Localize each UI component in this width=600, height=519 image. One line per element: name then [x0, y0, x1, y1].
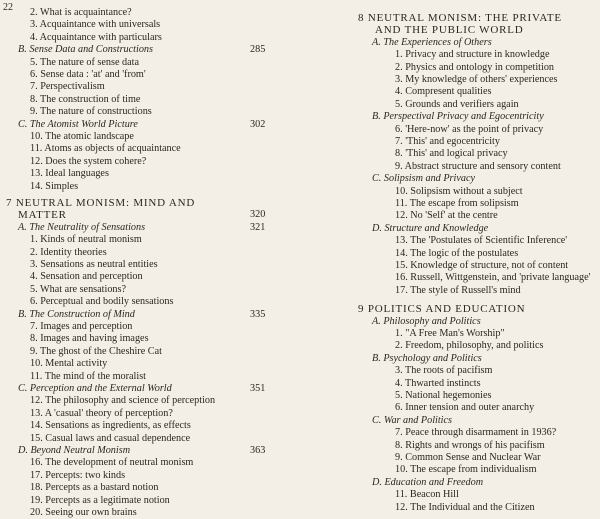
toc-page-number: 335 — [250, 308, 266, 320]
toc-page-number: 321 — [250, 221, 266, 233]
toc-section-heading: C. The Atomist World Picture — [18, 118, 138, 130]
toc-entry: 14. Sensations as ingredients, as effects — [30, 420, 191, 432]
toc-section-heading: B. Psychology and Politics — [372, 352, 482, 364]
toc-entry: 12. The philosophy and science of perception — [30, 395, 216, 407]
toc-entry: 11. Atoms as objects of acquaintance — [30, 143, 181, 155]
toc-chapter-heading: AND THE PUBLIC WORLD — [375, 24, 524, 37]
toc-entry: 6. 'Here-now' as the point of privacy — [395, 123, 544, 135]
toc-chapter-heading: MATTER — [18, 209, 67, 222]
toc-entry: 8. Images and having images — [30, 333, 149, 345]
toc-entry: 17. Percepts: two kinds — [30, 469, 126, 481]
toc-entry: 16. Russell, Wittgenstein, and 'private language' — [395, 272, 591, 284]
toc-entry: 4. Thwarted instincts — [395, 377, 481, 389]
toc-entry: 6. Perceptual and bodily sensations — [30, 296, 174, 308]
toc-entry: 15. Casual laws and casual dependence — [30, 432, 191, 444]
toc-entry: 13. The 'Postulates of Scientific Inference' — [395, 235, 568, 247]
toc-page-number: 351 — [250, 383, 266, 394]
toc-entry: 5. What are sensations? — [30, 283, 126, 295]
toc-section-heading: A. The Experiences of Others — [372, 36, 492, 48]
toc-page-number: 302 — [250, 118, 266, 130]
toc-entry: 1. "A Free Man's Worship" — [395, 328, 505, 339]
toc-entry: 2. Physics and ontology in competition — [395, 61, 555, 73]
toc-section-heading: A. The Neutrality of Sensations — [18, 221, 146, 233]
toc-entry: 20. Seeing our own brains — [30, 507, 137, 518]
toc-section-heading: D. Structure and Knowledge — [372, 222, 489, 234]
toc-entry: 8. Rights and wrongs of his pacifism — [395, 439, 545, 451]
toc-entry: 15. Knowledge of structure, not of content — [395, 260, 569, 271]
toc-entry: 7. Peace through disarmament in 1936? — [395, 427, 557, 439]
toc-entry: 1. Privacy and structure in knowledge — [395, 49, 550, 61]
toc-entry: 12. The Individual and the Citizen — [395, 501, 535, 513]
toc-entry: 5. The nature of sense data — [30, 56, 140, 68]
toc-page-number: 285 — [250, 44, 266, 56]
toc-entry: 13. Ideal languages — [30, 168, 109, 180]
toc-entry: 6. Inner tension and outer anarchy — [395, 402, 535, 414]
toc-page-number: 320 — [250, 209, 266, 221]
toc-entry: 18. Percepts as a bastard notion — [30, 482, 159, 494]
toc-section-heading: D. Education and Freedom — [372, 476, 484, 488]
toc-entry: 9. The nature of constructions — [30, 106, 152, 118]
toc-entry: 14. Simples — [30, 180, 79, 192]
toc-page-number: 363 — [250, 445, 266, 456]
toc-section-heading: B. Perspectival Privacy and Egocentricity — [372, 111, 544, 123]
toc-entry: 2. Identity theories — [30, 246, 107, 258]
toc-entry: 8. 'This' and logical privacy — [395, 148, 508, 160]
toc-entry: 3. The roots of pacifism — [395, 365, 493, 377]
toc-entry: 9. The ghost of the Cheshire Cat — [30, 345, 162, 357]
toc-section-heading: B. Sense Data and Constructions — [18, 44, 153, 56]
toc-entry: 5. National hegemonies — [395, 390, 492, 401]
toc-section-heading: C. Solipsism and Privacy — [372, 173, 475, 185]
toc-section-heading: C. War and Politics — [372, 414, 452, 426]
toc-entry: 3. Sensations as neutral entities — [30, 259, 158, 270]
toc-entry: 10. The atomic landscape — [30, 131, 134, 142]
toc-entry: 2. What is acquaintance? — [30, 7, 132, 18]
toc-entry: 8. The construction of time — [30, 93, 141, 105]
toc-section-heading: D. Beyond Neutral Monism — [18, 445, 131, 456]
page-number: 22 — [3, 2, 13, 13]
toc-entry: 12. Does the system cohere? — [30, 155, 147, 167]
toc-entry: 3. My knowledge of others' experiences — [395, 74, 558, 85]
toc-entry: 11. The mind of the moralist — [30, 370, 147, 382]
toc-entry: 7. 'This' and egocentricity — [395, 136, 500, 147]
toc-entry: 3. Acquaintance with universals — [30, 19, 161, 31]
toc-entry: 12. No 'Self' at the centre — [395, 210, 498, 222]
toc-section-heading: B. The Construction of Mind — [18, 308, 135, 320]
toc-entry: 19. Percepts as a legitimate notion — [30, 494, 170, 506]
toc-entry: 4. Sensation and perception — [30, 271, 143, 283]
toc-entry: 9. Common Sense and Nuclear War — [395, 452, 541, 463]
toc-entry: 5. Grounds and verifiers again — [395, 98, 519, 110]
toc-entry: 4. Acquaintance with particulars — [30, 31, 162, 43]
toc-entry: 13. A 'casual' theory of perception? — [30, 407, 173, 419]
toc-chapter-heading: 9 POLITICS AND EDUCATION — [358, 303, 526, 316]
toc-entry: 10. Solipsism without a subject — [395, 185, 523, 197]
toc-entry: 2. Freedom, philosophy, and politics — [395, 340, 544, 352]
toc-section-heading: A. Philosophy and Politics — [372, 315, 481, 327]
toc-entry: 10. Mental activity — [30, 358, 108, 370]
toc-entry: 7. Perspectivalism — [30, 81, 105, 93]
toc-entry: 9. Abstract structure and sensory content — [395, 160, 561, 172]
toc-entry: 10. The escape from individualism — [395, 464, 537, 476]
toc-entry: 11. The escape from solipsism — [395, 198, 519, 209]
toc-section-heading: C. Perception and the External World — [18, 383, 172, 394]
toc-entry: 6. Sense data : 'at' and 'from' — [30, 69, 146, 80]
toc-entry: 16. The development of neutral monism — [30, 457, 194, 469]
toc-entry: 7. Images and perception — [30, 321, 133, 332]
toc-entry: 14. The logic of the postulates — [395, 247, 519, 259]
toc-entry: 1. Kinds of neutral monism — [30, 234, 142, 246]
toc-entry: 11. Beacon Hill — [395, 489, 459, 501]
toc-entry: 4. Compresent qualities — [395, 86, 492, 98]
toc-entry: 17. The style of Russell's mind — [395, 284, 521, 296]
toc-chapter-heading: 8 NEUTRAL MONISM: THE PRIVATE — [358, 12, 562, 24]
toc-chapter-heading: 7 NEUTRAL MONISM: MIND AND — [6, 197, 196, 209]
